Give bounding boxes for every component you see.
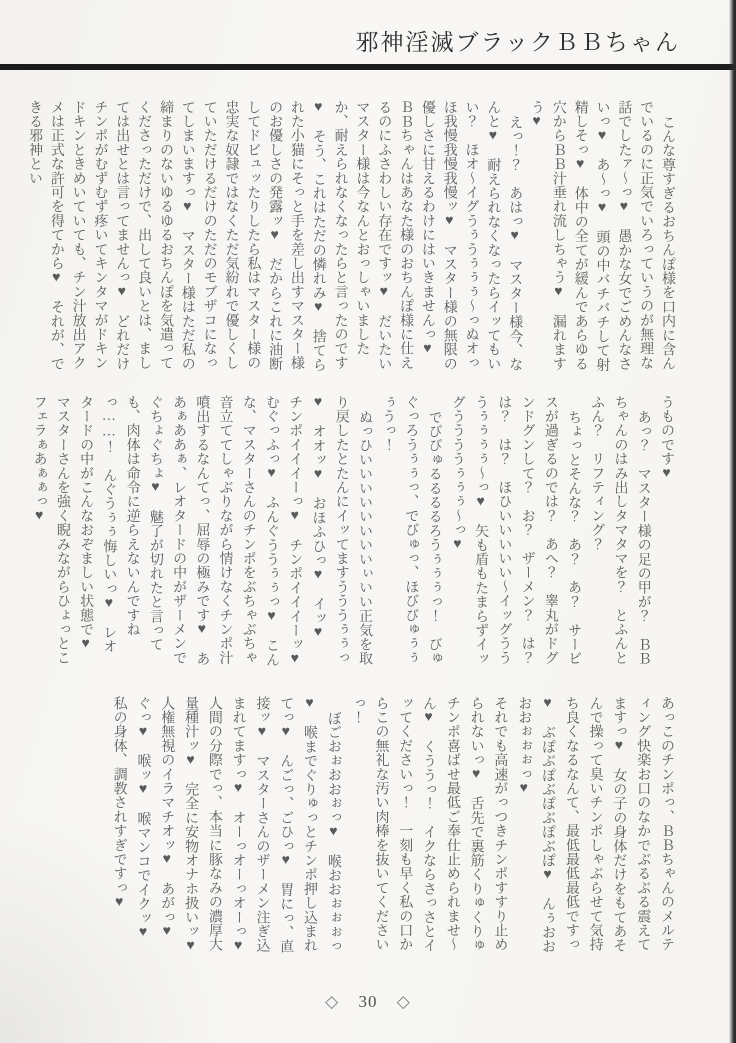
vertical-text-block-2 [27,395,678,682]
text-paragraph: うものです♥ [659,395,674,482]
text-paragraph: えっ！？ あはっ♥ マスター様今、なんと♥ 耐えられなくなったらイッてもいい？ ほオ〜イグうぅうぅぅぅ〜っぬオっほ我慢我慢我慢ッ♥ マスター様の無限の優しさに甘えるわけにはいきませんっ♥ ＢＢちゃんはあなた様のおちんぽ様に仕えるのにふさわしい存在ですッ♥ だいたいマスター様は今なんとおっしゃいましたか、耐えられなくなったらと言ったのです♥ そう、これはただの憐れみ♥ 捨てられた小猫にそっと手を差し出すマスター様のお優しさの発露ッ♥ だからこれに油断してドビュッたりしたら私はマスター様の忠実な奴隷ではなくただ気紛れで優しくしていただけるだけのただのモブザコになってしまいますっ♥ マスター様はただ私の締まりのないゆるゆるおちんぽを気遣ってくださっただけで、出して良いとは、ましては出せとは言ってませんっ♥ どれだけチンポがむずむず疼いてキンタマがドキンドキンときめいていても、チン汁放出アクメは正式な許可を得てから♥ それが、できる邪神とい [26,100,523,372]
vertical-text-block-1 [23,100,678,372]
header-rule [0,64,736,70]
scan-edge-shadow [729,0,736,1043]
text-paragraph: ちょっとそんな？ あ？ あ？ サービスが過ぎるのでは？ あへ？ 睾丸がドグンドグンして？ お？ ザーメン？ は？ は？ は？ ほひいいいいい〜イッグうううぅぅぅぅ〜っ♥ 矢も盾もたまらずイッグううううぅぅぅ〜っ♥ [449,395,582,680]
diamond-ornament-left: ◇ [325,992,340,1011]
text-paragraph: あっ？ マスター様の足の甲が？ ＢＢちゃんのはみ出しタマタマを？ とふんとふん？ リフティング？ [589,395,651,666]
diamond-ornament-right: ◇ [396,992,411,1011]
page-number: 30 [358,992,378,1011]
text-paragraph: ぬっひいいいいいいいいぃいい正気を取り戻したとたんにイッてますうううぅぅっ♥ オオッ♥ おほふひっ♥ イッ♥ チンポイイイーっ♥ チンポイイイーッ♥ むぐっふっ♥ ふんぐううぅぅっ♥ こんな、マスターさんのチンポをぶちゃぶちゃ音立ててしゃぶりながら情けなくチンポ汁噴出するなんてっ、屈辱の極みです♥ ああぁああぁ、レオタードの中がザーメンでぐちょぐちょ♥ 魅了が切れたと言っても、肉体は命令に逆らえないんですねっ……！ んぐうぅぅ悔しいっ♥ レオタードの中がこんなおぞましい状態で♥ マスターさんを強く睨みながらひょっとこフェラぁあぁぁっ♥ [31,395,372,682]
page-title: 邪神淫滅ブラックＢＢちゃん [355,30,680,55]
text-paragraph: ぼごおぉおおぉっ♥ 喉おおぉぉぉっ♥ 喉までぐりゅっとチンポ押し込まれてっ♥ んごっ、ごひっ♥ 胃にっ、直接ッ♥ マスターさんのザーメン注ぎ込まれてますっ♥ オーっオーっオーっ♥ 人間の分際でっ、本当に豚なみの濃厚大量種汁ッ♥ 完全に安物オナホ扱いッ♥ 人権無視のイラマチオッ♥ あがっ♥ ぐっ♥ 喉ッ♥ 喉マンコでイクッ♥ 私の身体、調教されすぎですっ♥ [111,696,341,968]
text-paragraph: こんな尊すぎるおちんぽ様を口内に含んでいるのに正気でいろっていうのが無理な話でしたァ〜っ♥ 愚かな女でごめんなさいっ♥ あ〜っ♥ 頭の中バチバチして射精しそっ♥ 体中の全てが緩んであらゆる穴からＢＢ汁垂れ流しちゃう♥ 漏れますう♥ [529,100,675,372]
text-paragraph: でびびゅるるるるろうぅぅぅっ！ びゅぐっろうぅぅっ、でびゅっ、ほびびゅぅぅぅうっ！ [380,395,442,666]
vertical-text-block-3 [107,696,678,968]
page-footer [0,992,736,1012]
text-paragraph: それでも高速がっつきチンポすすり止められないっ♥ 舌先で裏筋くりゅくりゅチンポ喜ばせ最低ご奉仕止められませ〜ん♥ くううっ！ イクならさっさとイッてくださいっ！ 一刻も早く私の口からこの無礼な汚い肉棒を抜いてくださいっ！ [349,696,508,953]
text-paragraph: あっこのチンポっ、ＢＢちゃんのメルティング快楽お口のなかでぶるぶる震えてますっ♥ 女の子の身体だけをもてあそんで操って臭いチンポしゃぶらせて気持ち良くなるなんて、最低最低最低ですっ♥ ぶぽぶぽぶぽぶぽぶぽ♥ んぅおおおおぉぉぉっ♥ [516,696,674,954]
